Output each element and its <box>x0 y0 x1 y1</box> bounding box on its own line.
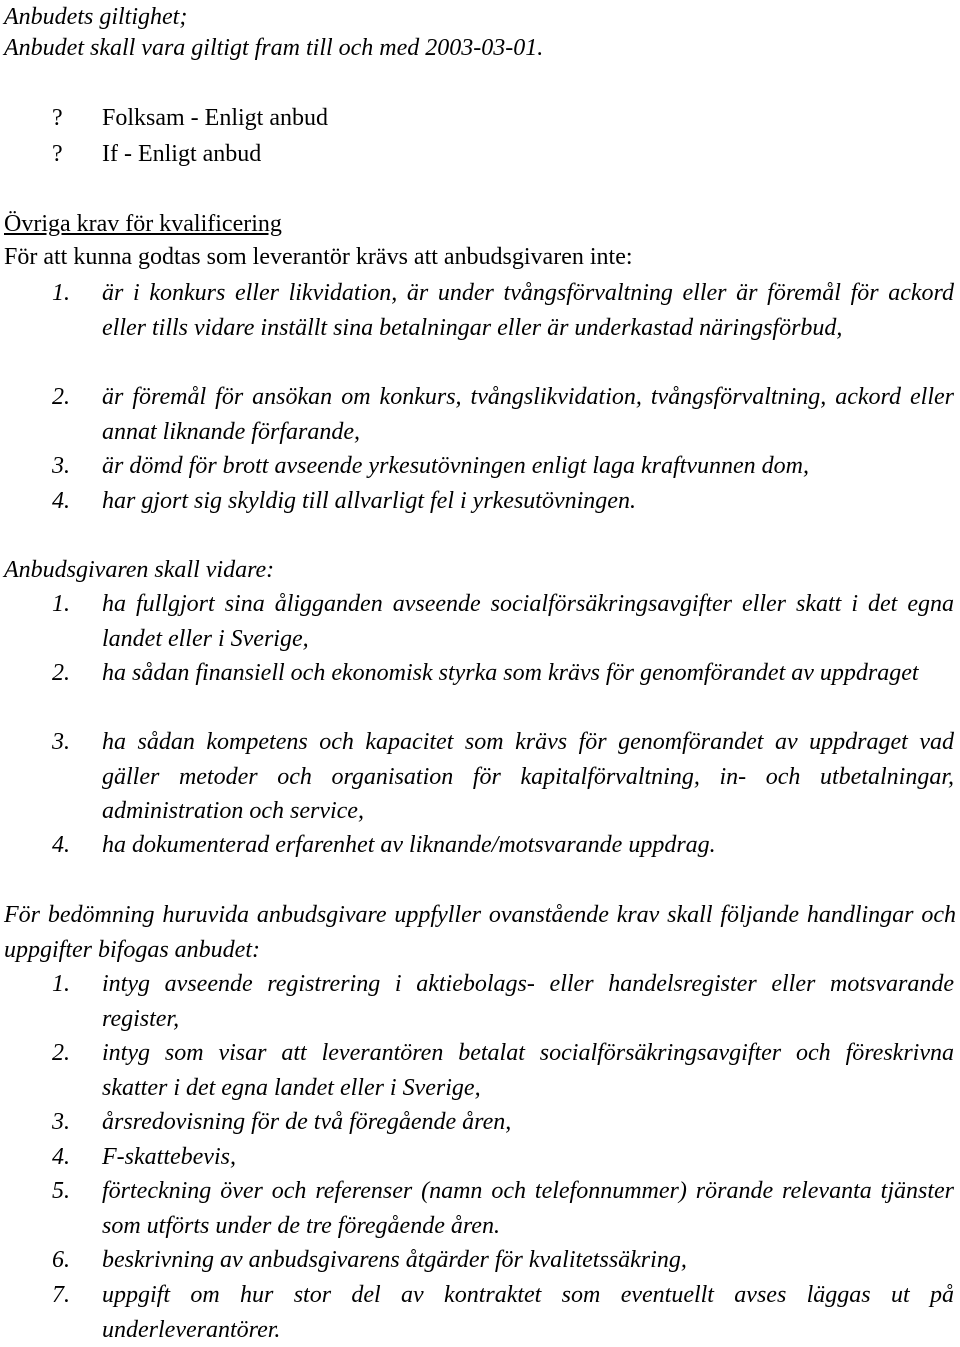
item-text: ha fullgjort sina åligganden avseende socialförsäkringsavgifter eller skatt i det egna landet eller i Sverige, <box>102 591 954 652</box>
item-number: 5. <box>52 1178 70 1204</box>
item-text: är i konkurs eller likvidation, är under tvångsförvaltning eller är föremål för ackord eller tills vidare inställt sina betalningar eller är underkastad näringsförbud, <box>102 280 954 341</box>
item-text: intyg avseende registrering i aktiebolags- eller handelsregister eller motsvarande register, <box>102 971 954 1032</box>
item-number: 6. <box>52 1247 70 1273</box>
item-number: 7. <box>52 1282 70 1308</box>
item-number: 4. <box>52 488 70 514</box>
item-text: F-skattebevis, <box>102 1144 236 1170</box>
qualification-heading: Övriga krav för kvalificering <box>4 211 282 237</box>
item-text: ha dokumenterad erfarenhet av liknande/motsvarande uppdrag. <box>102 832 716 858</box>
qualification-intro: För att kunna godtas som leverantör krävs att anbudsgivaren inte: <box>4 244 633 270</box>
item-text: årsredovisning för de två föregående åren, <box>102 1109 512 1135</box>
item-text: har gjort sig skyldig till allvarligt fel i yrkesutövningen. <box>102 488 636 514</box>
item-number: 2. <box>52 1040 70 1066</box>
item-text: ha sådan kompetens och kapacitet som krävs för genomförandet av uppdraget vad gäller metoder och organisation för kapitalförvaltning, in- och utbetalningar, administration och service, <box>102 729 954 824</box>
item-number: 4. <box>52 1144 70 1170</box>
item-text: uppgift om hur stor del av kontraktet som eventuellt avses läggas ut på underleverantörer. <box>102 1282 954 1343</box>
item-text: är dömd för brott avseende yrkesutövningen enligt laga kraftvunnen dom, <box>102 453 809 479</box>
bullet-marker: ? <box>52 141 63 167</box>
item-text: intyg som visar att leverantören betalat socialförsäkringsavgifter och föreskrivna skatter i det egna landet eller i Sverige, <box>102 1040 954 1101</box>
item-text: förteckning över och referenser (namn och telefonnummer) rörande relevanta tjänster som utförts under de tre föregående åren. <box>102 1178 954 1239</box>
bullet-text: Folksam - Enligt anbud <box>102 105 328 131</box>
documents-intro: För bedömning huruvida anbudsgivare uppfyller ovanstående krav skall följande handlingar och uppgifter bifogas anbudet: <box>4 902 956 963</box>
item-number: 2. <box>52 660 70 686</box>
item-text: är föremål för ansökan om konkurs, tvångslikvidation, tvångsförvaltning, ackord eller annat liknande förfarande, <box>102 384 954 445</box>
bullet-text: If - Enligt anbud <box>102 141 262 167</box>
item-number: 3. <box>52 453 70 479</box>
bullet-marker: ? <box>52 105 63 131</box>
further-heading: Anbudsgivaren skall vidare: <box>4 557 275 583</box>
item-number: 2. <box>52 384 70 410</box>
item-number: 3. <box>52 729 70 755</box>
item-text: beskrivning av anbudsgivarens åtgärder för kvalitetssäkring, <box>102 1247 687 1273</box>
item-number: 4. <box>52 832 70 858</box>
validity-heading: Anbudets giltighet; <box>4 4 188 30</box>
item-number: 3. <box>52 1109 70 1135</box>
validity-text: Anbudet skall vara giltigt fram till och med 2003-03-01. <box>4 35 544 61</box>
item-number: 1. <box>52 280 70 306</box>
item-number: 1. <box>52 971 70 997</box>
item-number: 1. <box>52 591 70 617</box>
item-text: ha sådan finansiell och ekonomisk styrka som krävs för genomförandet av uppdraget <box>102 660 919 686</box>
